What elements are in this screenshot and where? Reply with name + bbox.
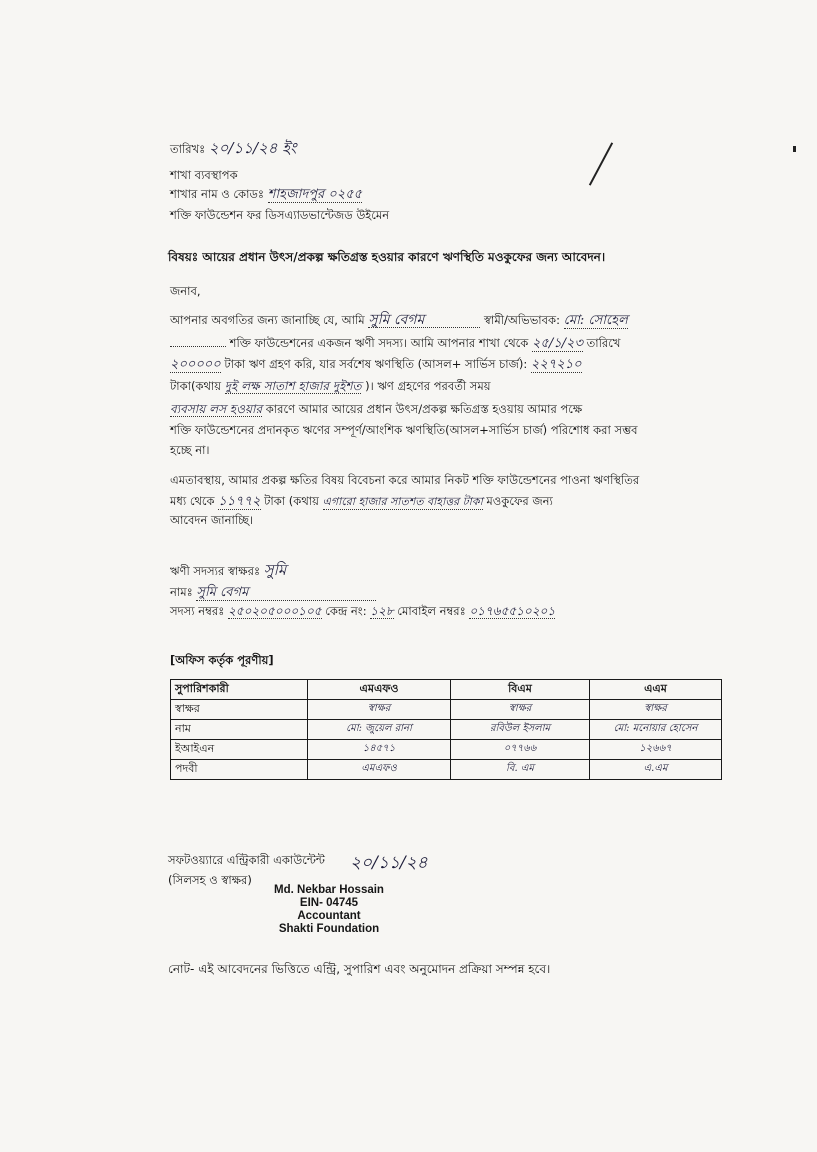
body-line-3: ২০০০০০ টাকা ঋণ গ্রহণ করি, যার সর্বশেষ ঋণস্থিতি (আসল+ সার্ভিস চার্জ): ২২৭২১০: [170, 357, 582, 372]
para2-line-2: মধ্য থেকে ১১৭৭২ টাকা (কথায় এগারো হাজার সাতশত বাহাত্তর টাকা মওকুফের জন্য: [170, 494, 553, 509]
name-cell: রবিউল ইসলাম: [451, 720, 590, 740]
mobile-number: ০১৭৬৫৫১০২০১: [469, 604, 556, 618]
body-line-2: শক্তি ফাউন্ডেশনের একজন ঋণী সদস্য। আমি আপনার শাখা থেকে ২৫/১/২৩ তারিখে: [170, 336, 620, 352]
designation-cell: এ.এম: [590, 760, 722, 780]
ein-cell: ১৪৫৭১: [308, 740, 451, 760]
table-row: [171, 700, 722, 720]
waiver-amount-words: এগারো হাজার সাতশত বাহাত্তর টাকা: [322, 495, 483, 508]
member-id-line: সদস্য নম্বরঃ ২৫০২০৫০০০১০৫ কেন্দ্র নং: ১২৮ মোবাইল নম্বরঃ ০১৭৬৫৫১০২০১: [170, 604, 556, 618]
dot-mark: [793, 146, 796, 152]
body-line-7: হচ্ছে না।: [170, 443, 210, 457]
office-heading: [অফিস কর্তৃক পূরণীয়]: [170, 653, 274, 667]
seal-organization: Shakti Foundation: [278, 923, 380, 935]
signature-cell: স্বাক্ষর: [590, 700, 722, 720]
body-line-6: শক্তি ফাউন্ডেশনের প্রদানকৃত ঋণের সম্পূর্ণ/আংশিক ঋণস্থিতি(আসল+সার্ভিস চার্জ) পরিশোধ করা সম্ভব: [170, 423, 638, 437]
branch-value: শাহজাদপুর ০২৫৫: [267, 187, 363, 202]
date-line: [170, 141, 297, 156]
applicant-name: সুমি বেগম: [368, 313, 480, 328]
recommendation-table: [170, 679, 722, 780]
guardian-name: মো: সোহেল: [563, 313, 628, 328]
name-cell: মো: মনোয়ার হোসেন: [590, 720, 722, 740]
loan-amount: ২০০০০০: [170, 357, 221, 372]
seal-name: Md. Nekbar Hossain: [274, 884, 384, 896]
branch-label: শাখার নাম ও কোডঃ: [170, 187, 265, 201]
para2-line-1: এমতাবস্থায়, আমার প্রকল্প ক্ষতির বিষয় বিবেচনা করে আমার নিকট শক্তি ফাউন্ডেশনের পাওনা ঋণস্থিতির: [170, 473, 640, 487]
member-signature: সুমি: [263, 561, 287, 579]
signature-cell: স্বাক্ষর: [308, 700, 451, 720]
center-number: ১২৮: [370, 604, 394, 618]
salutation: জনাব,: [170, 284, 201, 298]
member-signature-line: ঋণী সদস্যর স্বাক্ষরঃ সুমি: [170, 561, 287, 579]
row-label: পদবী: [171, 760, 308, 780]
body-line-1: আপনার অবগতির জন্য জানাচ্ছি যে, আমি সুমি বেগম স্বামী/অভিভাবক: মো: সোহেল: [170, 312, 628, 328]
table-header-cell: সুপারিশকারী: [171, 680, 308, 700]
table-header-cell: এএম: [590, 680, 722, 700]
table-row: [171, 720, 722, 740]
accountant-seal: [258, 884, 400, 936]
ein-cell: ১২৬৬৭: [590, 740, 722, 760]
table-row: [171, 740, 722, 760]
accountant-line-2: (সিলসহ ও স্বাক্ষর): [168, 873, 252, 887]
row-label: ইআইএন: [171, 740, 308, 760]
seal-ein: EIN- 04745: [299, 897, 359, 909]
table-row: [171, 760, 722, 780]
accountant-line-1: সফটওয়্যারে এন্ট্রিকারী একাউন্টেন্ট: [168, 853, 325, 867]
designation-cell: এমএফও: [308, 760, 451, 780]
table-header-row: [171, 680, 722, 700]
accountant-signature-date: ২০/১১/২৪: [350, 853, 428, 873]
waiver-amount: ১১৭৭২: [218, 494, 261, 509]
designation-cell: বি. এম: [451, 760, 590, 780]
branch-line: [170, 187, 362, 203]
para2-line-3: আবেদন জানাচ্ছি।: [170, 513, 254, 527]
table-header-cell: এমএফও: [308, 680, 451, 700]
ein-cell: ০৭৭৬৬: [451, 740, 590, 760]
damage-cause: ব্যবসায় লস হওয়ার: [170, 402, 263, 416]
member-id: ২৫০২০৫০০০১০৫: [227, 604, 322, 618]
recipient-line: শাখা ব্যবস্থাপক: [170, 168, 238, 182]
footer-note: নোট- এই আবেদনের ভিত্তিতে এন্ট্রি, সুপারিশ এবং অনুমোদন প্রক্রিয়া সম্পন্ন হবে।: [168, 962, 551, 976]
pen-mark: [589, 142, 613, 185]
balance-in-words: দুই লক্ষ সাতাশ হাজার দুইশত: [224, 379, 362, 393]
name-cell: মো: জুয়েল রানা: [308, 720, 451, 740]
loan-balance: ২২৭২১০: [530, 357, 582, 372]
date-label: তারিখঃ: [170, 142, 206, 156]
date-value: ২০/১১/২৪ ইং: [208, 139, 297, 157]
row-label: স্বাক্ষর: [171, 700, 308, 720]
loan-date: ২৫/১/২৩: [531, 336, 583, 351]
body-line-5: ব্যবসায় লস হওয়ার কারণে আমার আয়ের প্রধান উৎস/প্রকল্প ক্ষতিগ্রস্ত হওয়ায় আমার পক্ষে: [170, 402, 583, 416]
seal-title: Accountant: [297, 910, 361, 922]
table-header-cell: বিএম: [451, 680, 590, 700]
signature-cell: স্বাক্ষর: [451, 700, 590, 720]
organization-line: শক্তি ফাউন্ডেশন ফর ডিসএ্যাডভান্টেজড উইমেন: [170, 208, 390, 222]
body-line-4: টাকা(কথায় দুই লক্ষ সাতাশ হাজার দুইশত )। ঋণ গ্রহণের পরবর্তী সময়: [170, 379, 491, 393]
subject-line: বিষয়ঃ আয়ের প্রধান উৎস/প্রকল্প ক্ষতিগ্রস্ত হওয়ার কারণে ঋণস্থিতি মওকুফের জন্য আবেদন।: [168, 250, 606, 264]
row-label: নাম: [171, 720, 308, 740]
member-name: সুমি বেগম: [196, 586, 376, 601]
member-name-line: নামঃ সুমি বেগম: [170, 585, 376, 601]
